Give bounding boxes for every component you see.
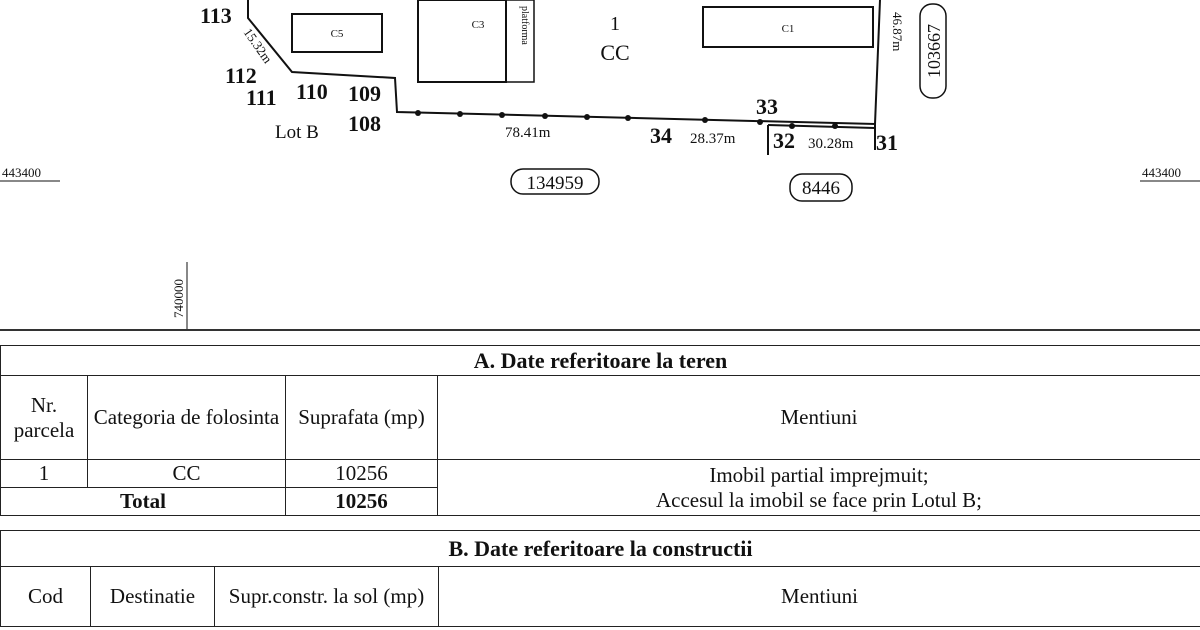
distance-108-34: 78.41m	[505, 125, 551, 141]
header-mentiuni: Mentiuni	[438, 376, 1200, 460]
point-108: 108	[348, 111, 381, 136]
coord-e-right: 443400	[1142, 165, 1181, 180]
cell-nr: 1	[1, 460, 88, 488]
header-categoria: Categoria de folosinta	[88, 376, 286, 460]
point-31: 31	[876, 130, 898, 155]
platform-label: platforma	[519, 6, 530, 45]
point-34: 34	[650, 123, 672, 148]
mentiune-1: Imobil partial imprejmuit;	[709, 463, 929, 488]
frame-line	[0, 329, 1200, 331]
header-supr-constr: Supr.constr. la sol (mp)	[215, 567, 439, 627]
building-c1-label: C1	[781, 23, 795, 35]
section-a-title: A. Date referitoare la teren	[1, 346, 1200, 376]
building-c5-label: C5	[330, 28, 344, 40]
header-suprafata: Suprafata (mp)	[286, 376, 438, 460]
neighbor-id-103667: 103667	[924, 24, 944, 78]
neighbor-id-134959: 134959	[526, 173, 584, 194]
coord-n: 740000	[171, 279, 186, 318]
lot-label: Lot B	[275, 122, 319, 143]
header-destinatie: Destinatie	[91, 567, 215, 627]
total-value: 10256	[286, 488, 438, 516]
total-label: Total	[1, 488, 286, 516]
section-b-title: B. Date referitoare la constructii	[1, 531, 1200, 567]
distance-east: 46.87m	[890, 12, 905, 52]
mentiune-2: Accesul la imobil se face prin Lotul B;	[656, 487, 982, 512]
coord-e-left: 443400	[2, 165, 41, 180]
point-33: 33	[756, 94, 778, 119]
table-construction-data	[0, 530, 1200, 627]
parcel-category: CC	[600, 40, 630, 65]
header-nr-parcela: Nr. parcela	[1, 376, 88, 460]
point-109: 109	[348, 81, 381, 106]
building-c3-label: C3	[471, 19, 485, 31]
header-mentiuni-b: Mentiuni	[439, 567, 1200, 627]
distance-32-31: 30.28m	[808, 136, 854, 152]
cell-mentiuni	[438, 460, 1200, 516]
header-cod: Cod	[1, 567, 91, 627]
building-c3	[418, 0, 506, 82]
point-111: 111	[246, 85, 277, 110]
point-32: 32	[773, 128, 795, 153]
cell-categoria: CC	[88, 460, 286, 488]
point-110: 110	[296, 79, 328, 104]
cell-suprafata: 10256	[286, 460, 438, 488]
neighbor-id-8446: 8446	[802, 178, 840, 199]
point-113: 113	[200, 3, 232, 28]
distance-34-33: 28.37m	[690, 131, 736, 147]
distance-113-112: 15.32m	[240, 25, 276, 66]
parcel-number: 1	[610, 13, 620, 35]
point-112: 112	[225, 63, 257, 88]
table-land-data	[0, 345, 1200, 516]
